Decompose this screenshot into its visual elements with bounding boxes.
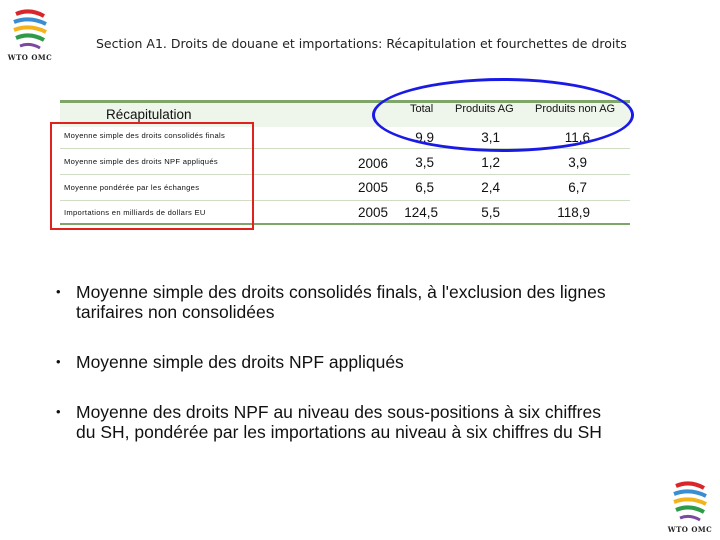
cell-ag: 3,1	[481, 130, 500, 145]
column-header-non-ag: Produits non AG	[535, 103, 616, 115]
cell-non-ag: 3,9	[568, 155, 587, 170]
column-header-ag: Produits AG	[455, 103, 514, 115]
cell-non-ag: 118,9	[557, 205, 590, 220]
slide-title: Section A1. Droits de douane et importations: Récapitulation et fourchettes de droits	[96, 36, 627, 51]
bullet-list	[56, 282, 636, 442]
logo-caption: WTO OMC	[667, 525, 713, 534]
bullet-item	[56, 282, 636, 322]
wto-emblem-icon	[6, 6, 54, 52]
row-labels-highlight-box	[50, 122, 254, 230]
cell-non-ag: 6,7	[568, 180, 587, 195]
cell-total: 3,5	[415, 155, 434, 170]
bullet-dot-icon: •	[56, 404, 61, 419]
cell-non-ag: 11,6	[564, 130, 590, 145]
cell-ag: 2,4	[481, 180, 500, 195]
bullet-text: Moyenne simple des droits consolidés finals, à l'exclusion des lignes tarifaires non consolidées	[76, 282, 606, 322]
bullet-dot-icon: •	[56, 354, 61, 369]
wto-emblem-icon	[666, 478, 714, 524]
cell-total: 124,5	[404, 205, 438, 220]
row-year: 2005	[358, 205, 389, 220]
cell-ag: 1,2	[481, 155, 500, 170]
row-label-trade-weighted: Moyenne pondérée par les échanges	[64, 183, 200, 192]
bullet-dot-icon: •	[56, 284, 61, 299]
cell-total: 9,9	[415, 130, 434, 145]
cell-ag: 5,5	[481, 205, 500, 220]
cell-total: 6,5	[415, 180, 434, 195]
logo-caption: WTO OMC	[7, 53, 53, 62]
wto-logo-bottom	[666, 478, 714, 536]
bullet-item	[56, 402, 606, 442]
column-headers-highlight-oval	[372, 78, 634, 152]
row-label-imports: Importations en milliards de dollars EU	[64, 208, 206, 217]
row-year: 2005	[358, 180, 389, 195]
bullet-item	[56, 352, 636, 372]
row-label-mfn-applied: Moyenne simple des droits NPF appliqués	[64, 157, 218, 166]
table-section-label: Récapitulation	[106, 107, 192, 122]
bullet-text: Moyenne simple des droits NPF appliqués	[76, 352, 404, 372]
row-year: 2006	[358, 156, 389, 171]
row-label-bound-rates: Moyenne simple des droits consolidés finals	[64, 131, 226, 140]
bullet-text: Moyenne des droits NPF au niveau des sous-positions à six chiffres du SH, pondérée par les importations au niveau à six chiffres du SH	[76, 402, 602, 442]
column-header-total: Total	[410, 103, 434, 115]
wto-logo-top	[6, 6, 54, 64]
